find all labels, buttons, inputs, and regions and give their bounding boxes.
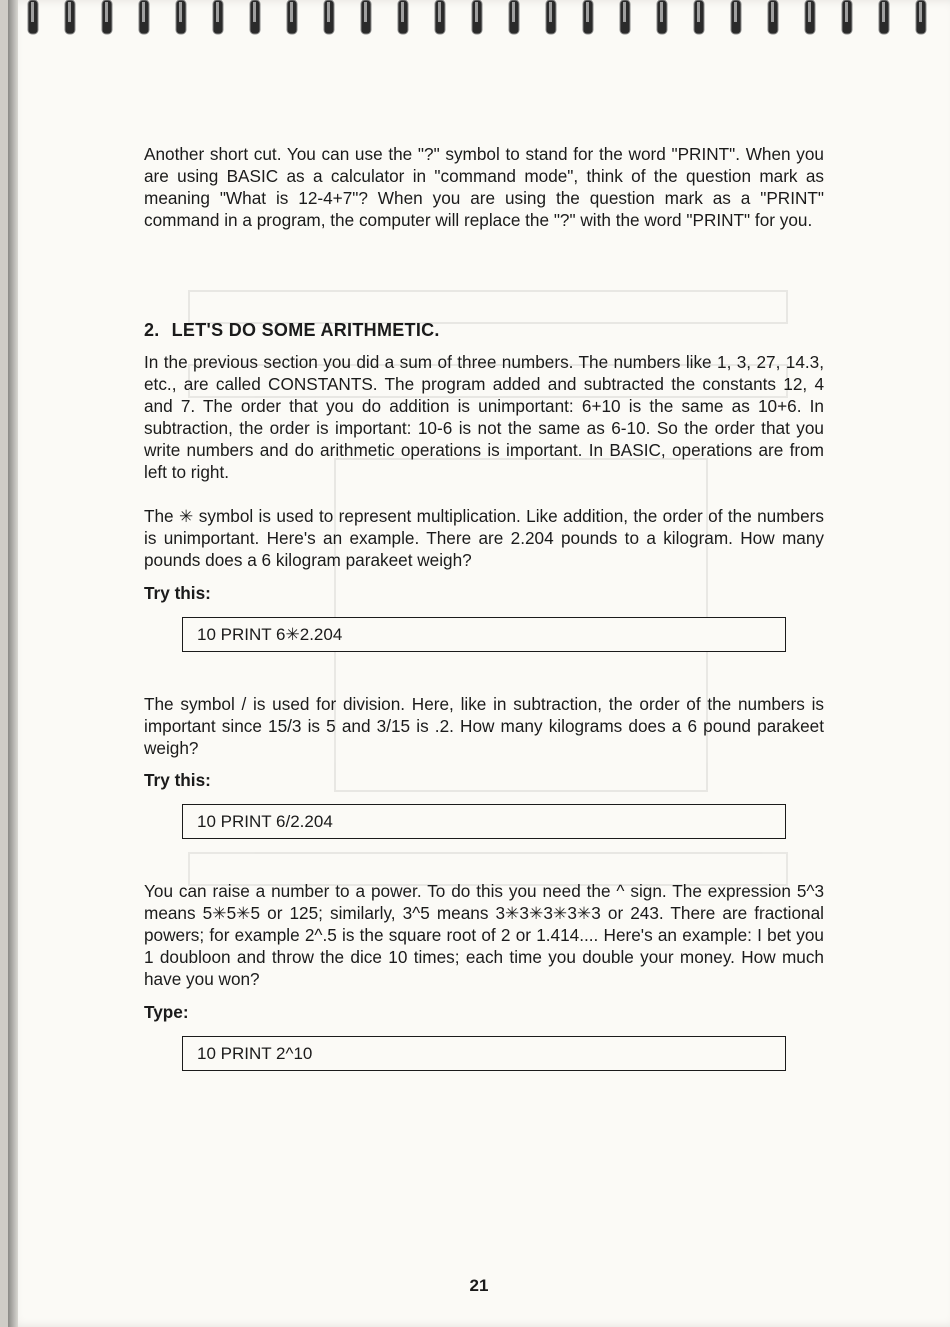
intro-paragraph: Another short cut. You can use the "?" symbol to stand for the word "PRINT". When you are using BASIC as a calculator in "command mode", think of the question mark as meaning "What is 12-4+7"? When you are using the question mark as a "PRINT" command in a program, the computer will replace the "?" with the word "PRINT" for you.	[144, 144, 824, 230]
code-box-power: 10 PRINT 2^10	[182, 1036, 786, 1071]
power-paragraph: You can raise a number to a power. To do this you need the ^ sign. The expression 5^3 means 5✳5✳5 or 125; similarly, 3^5 means 3✳3✳3✳3✳3 or 243. There are fractional powers; for example 2^.5 is the square root of 2 or 1.414.... Here's an example: I bet you 1 doubloon and throw the dice 10 times; each time you double your money. How much have you won?	[144, 881, 824, 989]
notebook-page	[8, 0, 950, 1327]
type-label: Type:	[144, 1002, 189, 1022]
code-box-multiplication: 10 PRINT 6✳2.204	[182, 617, 786, 652]
try-this-label: Try this:	[144, 770, 211, 790]
code-box-division: 10 PRINT 6/2.204	[182, 804, 786, 839]
section-number: 2.	[144, 320, 160, 340]
page-number: 21	[469, 1276, 489, 1295]
page-edge-shadow	[8, 0, 18, 1327]
constants-paragraph: In the previous section you did a sum of three numbers. The numbers like 1, 3, 27, 14.3, etc., are called CONSTANTS. The program added and subtracted the constants 12, 4 and 7. The order that you do addition is unimportant: 6+10 is the same as 10+6. In subtraction, the order is important: 10-6 is not the same as 6-10. So the order that you write numbers and do arithmetic operations is important. In BASIC, operations are from left to right.	[144, 352, 824, 482]
section-heading	[144, 320, 440, 341]
multiplication-paragraph: The ✳ symbol is used to represent multiplication. Like addition, the order of the numbers is unimportant. Here's an example. There are 2.204 pounds to a kilogram. How many pounds does a 6 kilogram parakeet weigh?	[144, 506, 824, 570]
try-this-label: Try this:	[144, 583, 211, 603]
spiral-binding	[18, 0, 950, 58]
division-paragraph: The symbol / is used for division. Here, like in subtraction, the order of the numbers is important since 15/3 is 5 and 3/15 is .2. How many kilograms does a 6 pound parakeet weigh?	[144, 694, 824, 758]
section-title: LET'S DO SOME ARITHMETIC.	[171, 320, 440, 340]
